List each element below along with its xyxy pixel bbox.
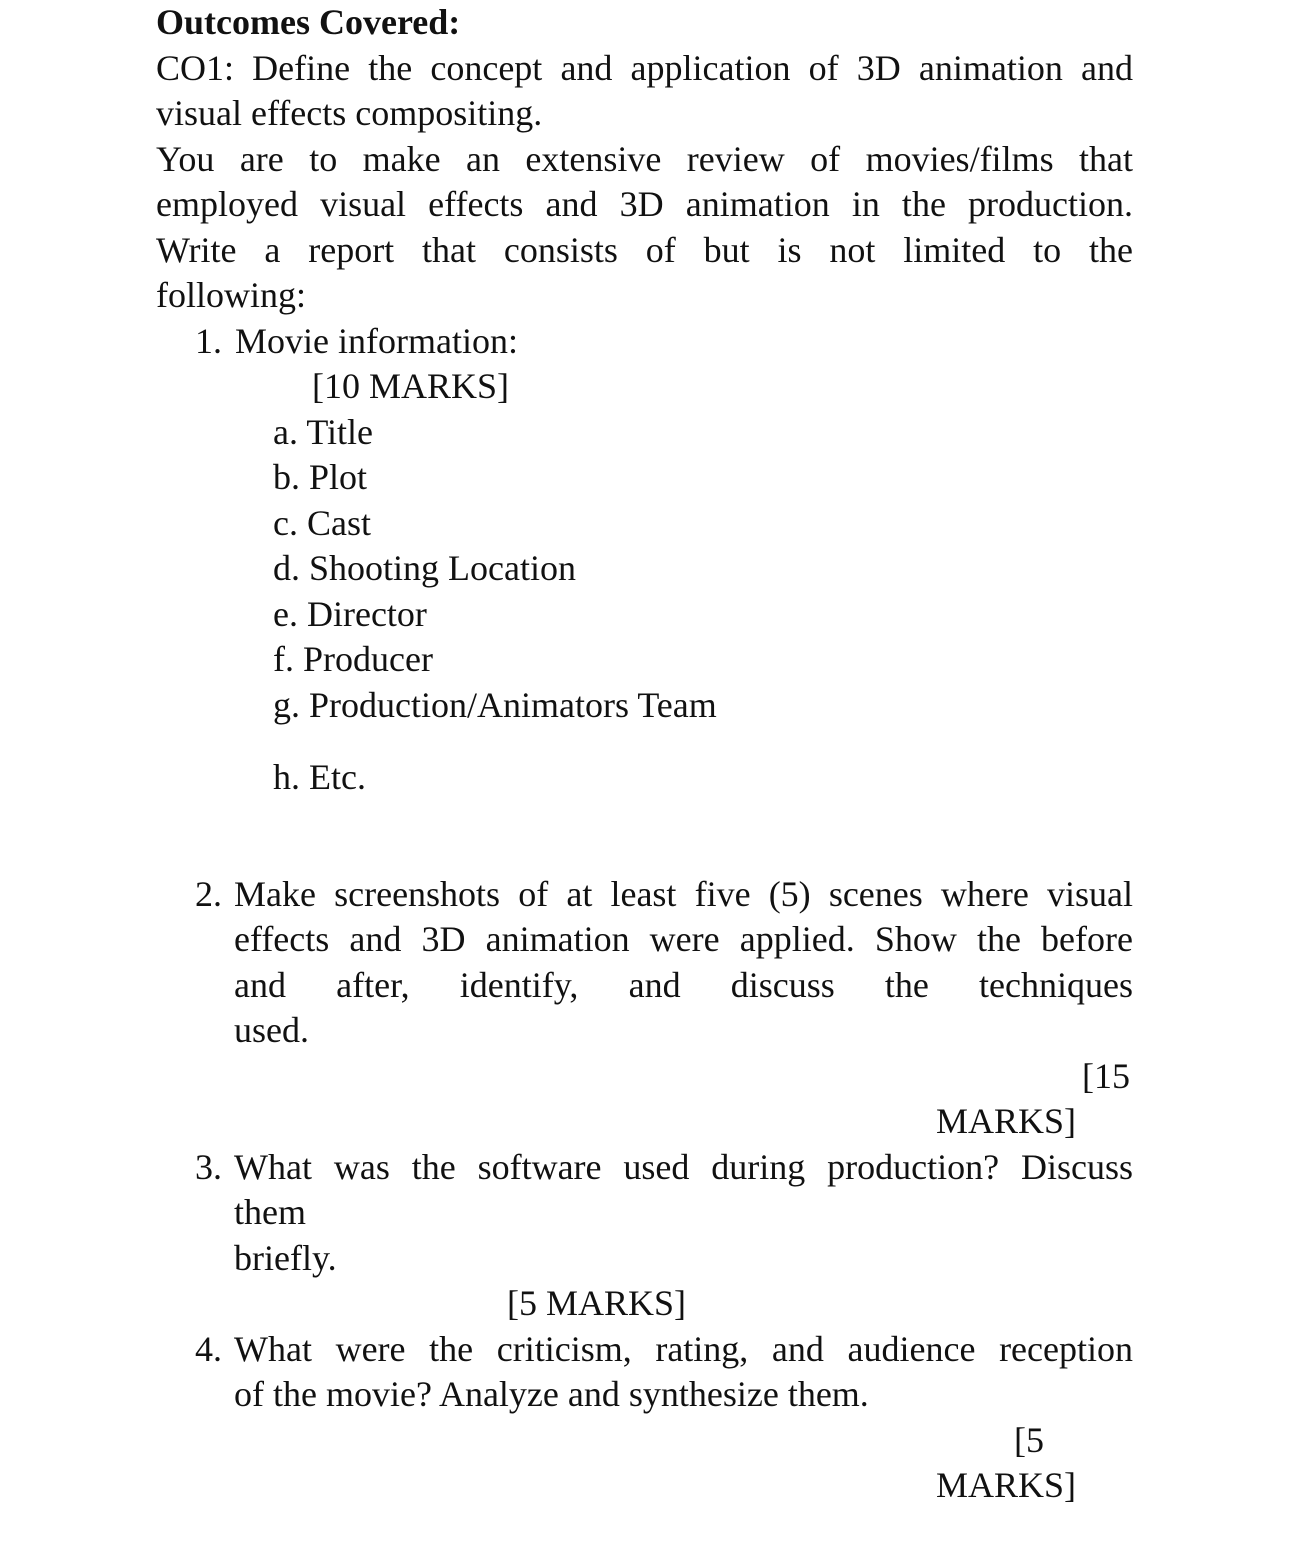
outcome-line-2: visual effects compositing. [156,93,543,133]
intro-line-1: You are to make an extensive review of movies/films that [156,139,1133,179]
intro-line-2: employed visual effects and 3D animation in the production. [156,184,1133,224]
item-3-line-3: briefly. [234,1238,337,1278]
subitem-cast: c. Cast [273,503,371,543]
page-heading: Outcomes Covered: [156,2,461,42]
item-number: 1. [195,321,222,361]
item-2-line-1: Make screenshots of at least five (5) scenes where visual [234,874,1133,914]
subitem-producer: f. Producer [273,639,433,679]
item-4-marks-1: [5 [1014,1420,1044,1460]
subitem-director: e. Director [273,594,427,634]
item-3-line-2: them [234,1192,306,1232]
item-3-marks: [5 MARKS] [507,1283,687,1323]
item-2-line-4: used. [234,1010,309,1050]
item-4-number: 4. [195,1329,222,1369]
item-4-line-2: of the movie? Analyze and synthesize them. [234,1374,869,1414]
item-3-line-1: What was the software used during production? Discuss [234,1147,1133,1187]
item-1-marks: [10 MARKS] [312,366,510,406]
outcome-line-1: CO1: Define the concept and application of 3D animation and [156,48,1133,88]
item-1-text: Movie information: [235,321,518,361]
item-2-line-2: effects and 3D animation were applied. Show the before [234,919,1133,959]
subitem-plot: b. Plot [273,457,368,497]
item-2-marks-2: MARKS] [936,1101,1077,1141]
item-1 [195,319,518,365]
item-3-number: 3. [195,1147,222,1187]
item-4-line-1: What were the criticism, rating, and audience reception [234,1329,1133,1369]
subitem-etc: h. Etc. [273,757,366,797]
intro-line-3: Write a report that consists of but is not limited to the [156,230,1133,270]
subitem-shooting-location: d. Shooting Location [273,548,576,588]
item-4-marks-2: MARKS] [936,1465,1077,1505]
subitem-title: a. Title [273,412,374,452]
subitem-production-team: g. Production/Animators Team [273,685,717,725]
intro-line-4: following: [156,275,306,315]
item-2-marks-1: [15 [1082,1056,1130,1096]
item-2-line-3: and after, identify, and discuss the techniques [234,965,1133,1005]
item-2-number: 2. [195,874,222,914]
